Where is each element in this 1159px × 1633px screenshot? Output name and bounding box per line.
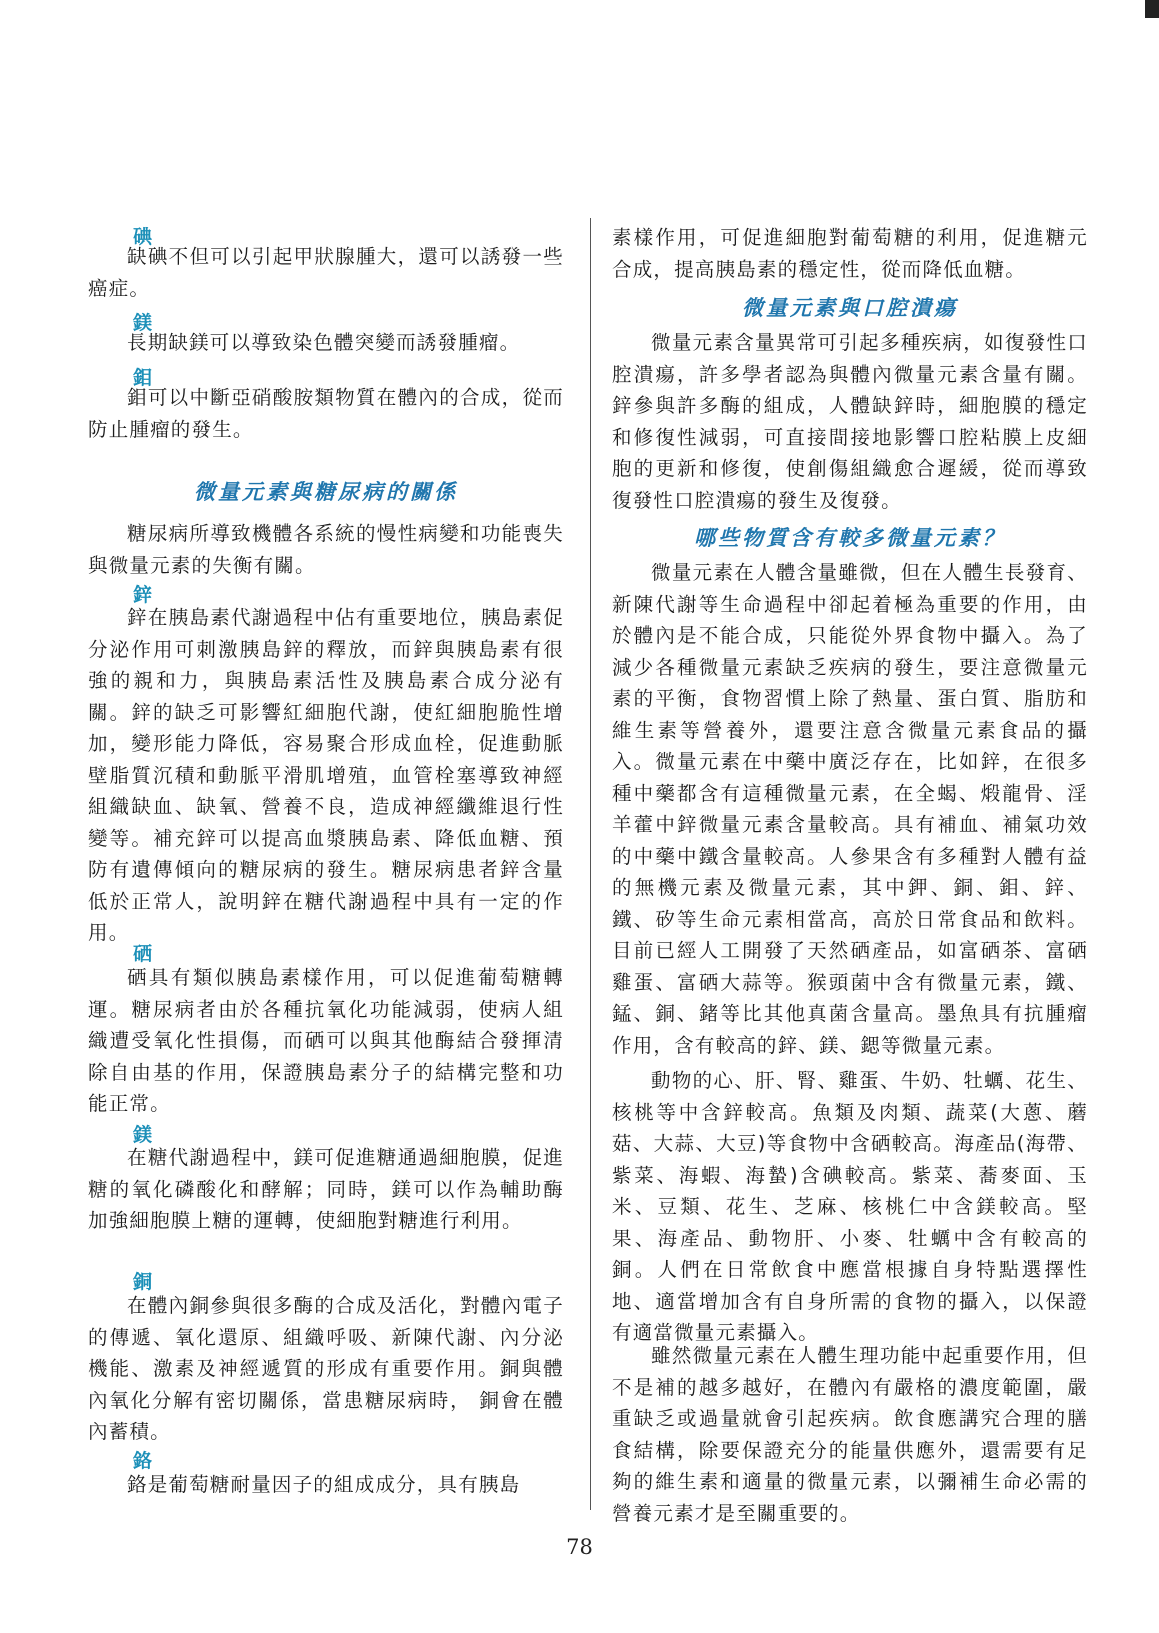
magnesium-diabetes-paragraph: 在糖代謝過程中，鎂可促進糖通過細胞膜，促進糖的氧化磷酸化和酵解；同時，鎂可以作為輔助酶加強細胞膜上糖的運轉，使細胞對糖進行利用。 xyxy=(88,1146,564,1232)
diabetes-section-heading: 微量元素與糖尿病的關係 xyxy=(194,479,458,504)
element-label-magnesium-2: 鎂 xyxy=(133,1124,153,1146)
chromium-paragraph: 鉻是葡萄糖耐量因子的組成成分，具有胰島 xyxy=(127,1473,521,1496)
food-sources-paragraph-3: 雖然微量元素在人體生理功能中起重要作用，但不是補的越多越好，在體內有嚴格的濃度範圍，嚴重缺乏或過量就會引起疾病。飲食應講究合理的膳食結構，除要保證充分的能量供應外，還需要有足夠的維生素和適量的微量元素，以彌補生命必需的營養元素才是至關重要的。 xyxy=(612,1344,1088,1525)
oral-ulcer-section-heading: 微量元素與口腔潰瘍 xyxy=(742,295,958,320)
molybdenum-paragraph: 鉬可以中斷亞硝酸胺類物質在體內的合成，從而防止腫瘤的發生。 xyxy=(88,386,564,441)
food-sources-paragraph-1: 微量元素在人體含量雖微，但在人體生長發育、新陳代謝等生命過程中卻起着極為重要的作用，由於體內是不能合成，只能從外界食物中攝入。為了減少各種微量元素缺乏疾病的發生，要注意微量元素的平衡，食物習慣上除了熱量、蛋白質、脂肪和維生素等營養外，還要注意含微量元素食品的攝入。微量元素在中藥中廣泛存在，比如鋅，在很多種中藥都含有這種微量元素，在全蝎、煅龍骨、淫羊藿中鋅微量元素含量較高。具有補血、補氣功效的中藥中鐵含量較高。人參果含有多種對人體有益的無機元素及微量元素，其中鉀、銅、鉬、鋅、鐵、矽等生命元素相當高，高於日常食品和飲料。目前已經人工開發了天然硒產品，如富硒茶、富硒雞蛋、富硒大蒜等。猴頭菌中含有微量元素，鐵、錳、銅、鍺等比其他真菌含量高。墨魚具有抗腫瘤作用，含有較高的鋅、鎂、鍶等微量元素。 xyxy=(612,561,1088,1057)
chromium-continuation-paragraph: 素樣作用，可促進細胞對葡萄糖的利用，促進糖元合成，提高胰島素的穩定性，從而降低血糖。 xyxy=(612,226,1088,281)
zinc-paragraph: 鋅在胰島素代謝過程中佔有重要地位，胰島素促分泌作用可刺激胰島鋅的釋放，而鋅與胰島素有很強的親和力，與胰島素活性及胰島素合成分泌有關。鋅的缺乏可影響紅細胞代謝，使紅細胞脆性增加，變形能力降低，容易聚合形成血栓，促進動脈壁脂質沉積和動脈平滑肌增殖，血管栓塞導致神經組織缺血、缺氧、營養不良，造成神經纖維退行性變等。補充鋅可以提高血漿胰島素、降低血糖、預防有遺傳傾向的糖尿病的發生。糖尿病患者鋅含量低於正常人，說明鋅在糖代謝過程中具有一定的作用。 xyxy=(88,606,564,944)
page-number: 78 xyxy=(566,1535,593,1559)
column-divider xyxy=(590,218,591,1510)
element-label-molybdenum: 鉬 xyxy=(133,367,153,389)
element-label-iodine: 碘 xyxy=(133,226,153,248)
element-label-copper: 銅 xyxy=(133,1271,153,1293)
selenium-paragraph: 硒具有類似胰島素樣作用，可以促進葡萄糖轉運。糖尿病者由於各種抗氧化功能減弱，使病人組織遭受氧化性損傷，而硒可以與其他酶結合發揮清除自由基的作用，保證胰島素分子的結構完整和功能正常。 xyxy=(88,966,564,1115)
food-sources-section-heading: 哪些物質含有較多微量元素？ xyxy=(694,525,1006,550)
magnesium-paragraph: 長期缺鎂可以導致染色體突變而誘發腫瘤。 xyxy=(127,331,521,354)
diabetes-intro-paragraph: 糖尿病所導致機體各系統的慢性病變和功能喪失與微量元素的失衡有關。 xyxy=(88,522,564,577)
element-label-selenium: 硒 xyxy=(133,943,153,965)
element-label-zinc: 鋅 xyxy=(133,584,153,606)
oral-ulcer-paragraph: 微量元素含量異常可引起多種疾病，如復發性口腔潰瘍，許多學者認為與體內微量元素含量有關。鋅參與許多酶的組成，人體缺鋅時，細胞膜的穩定和修復性減弱，可直接間接地影響口腔粘膜上皮細胞的更新和修復，使創傷組織愈合遲緩，從而導致復發性口腔潰瘍的發生及復發。 xyxy=(612,331,1088,512)
scan-corner-mark xyxy=(1145,0,1159,18)
element-label-chromium: 鉻 xyxy=(133,1450,153,1472)
element-label-magnesium: 鎂 xyxy=(133,312,153,334)
iodine-paragraph: 缺碘不但可以引起甲狀腺腫大，還可以誘發一些癌症。 xyxy=(88,245,564,300)
food-sources-paragraph-2: 動物的心、肝、腎、雞蛋、牛奶、牡蠣、花生、核桃等中含鋅較高。魚類及肉類、蔬菜(大蔥、蘑菇、大蒜、大豆)等食物中含硒較高。海產品(海帶、紫菜、海蝦、海蟄)含碘較高。紫菜、蕎麥面、玉米、豆類、花生、芝麻、核桃仁中含鎂較高。堅果、海產品、動物肝、小麥、牡蠣中含有較高的銅。人們在日常飲食中應當根據自身特點選擇性地、適當增加含有自身所需的食物的攝入，以保證有適當微量元素攝入。 xyxy=(612,1069,1088,1344)
copper-paragraph: 在體內銅參與很多酶的合成及活化，對體內電子的傳遞、氧化還原、組織呼吸、新陳代謝、內分泌機能、激素及神經遞質的形成有重要作用。銅與體內氧化分解有密切關係，當患糖尿病時， 銅會在體內蓄積。 xyxy=(88,1294,564,1443)
